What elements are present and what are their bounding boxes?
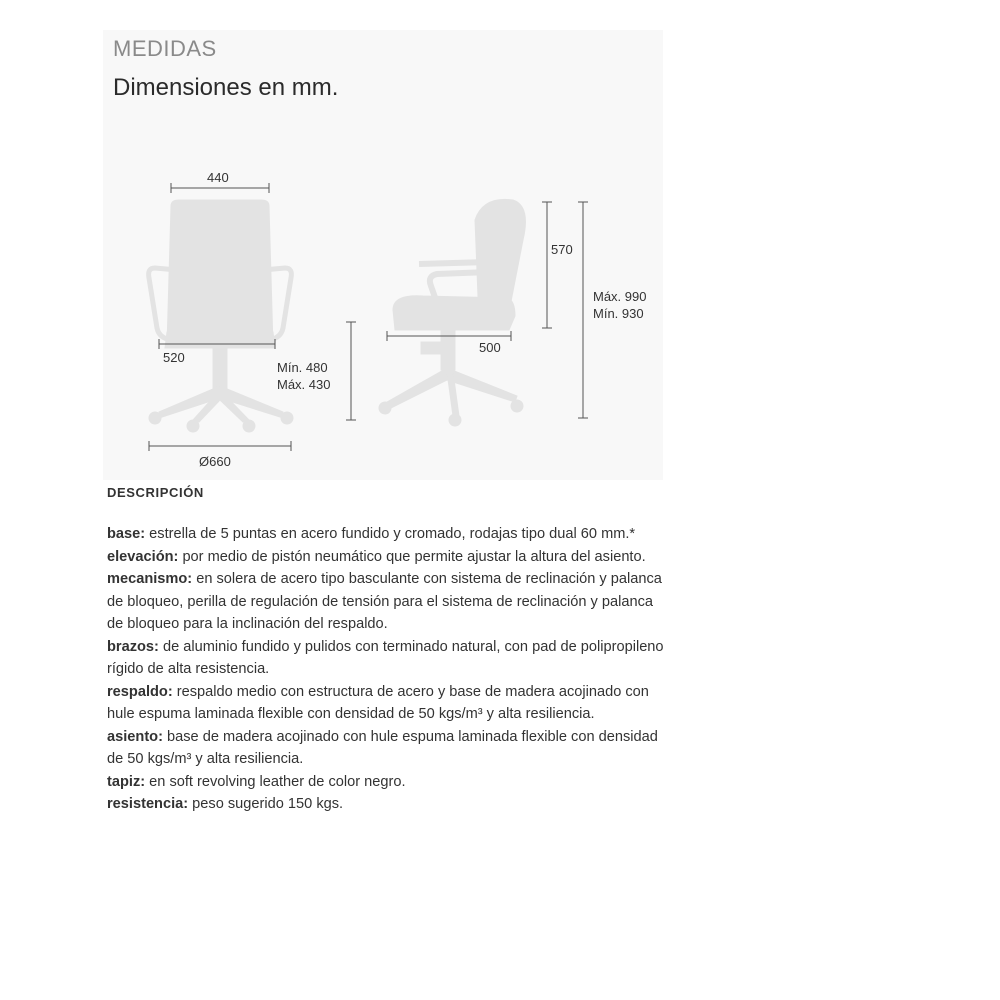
dim-seat-width: 520 xyxy=(163,350,185,365)
description-term: respaldo: xyxy=(107,683,173,700)
front-backrest xyxy=(167,200,273,346)
description-title: DESCRIPCIÓN xyxy=(107,485,204,500)
description-text: estrella de 5 puntas en acero fundido y cromado, rodajas tipo dual 60 mm.* xyxy=(145,526,636,542)
side-view-chair xyxy=(379,199,525,426)
chair-dimension-drawing xyxy=(103,150,663,480)
dim-seat-height-min: Mín. 480 xyxy=(277,360,328,375)
description-item-respaldo xyxy=(107,681,667,726)
description-item-elevacion xyxy=(107,546,667,569)
front-view-chair xyxy=(149,200,293,432)
dim-seat-height-max: Máx. 430 xyxy=(277,377,331,392)
description-item-brazos xyxy=(107,636,667,681)
description-text: en solera de acero tipo basculante con sistema de reclinación y palanca de bloqueo, perilla de regulación de tensión para el sistema de reclinación y palanca de bloqueo para la inclinación del respaldo. xyxy=(107,571,662,632)
description-item-mecanismo xyxy=(107,568,667,636)
description-text: respaldo medio con estructura de acero y base de madera acojinado con hule espuma laminada flexible con densidad de 50 kgs/m³ y alta resiliencia. xyxy=(107,683,649,722)
description-item-asiento xyxy=(107,726,667,771)
description-term: tapiz: xyxy=(107,773,146,790)
description-term: base: xyxy=(107,526,146,542)
description-text: de aluminio fundido y pulidos con terminado natural, con pad de polipropileno rígido de alta resistencia. xyxy=(107,638,664,677)
dim-seat-depth: 500 xyxy=(479,340,501,355)
description-text: base de madera acojinado con hule espuma laminada flexible con densidad de 50 kgs/m³ y alta resiliencia. xyxy=(107,728,658,767)
description-term: elevación: xyxy=(107,548,179,565)
description-term: brazos: xyxy=(107,638,159,655)
section-subtitle: Dimensiones en mm. xyxy=(113,74,339,101)
section-title: MEDIDAS xyxy=(113,36,217,61)
description-text: peso sugerido 150 kgs. xyxy=(188,796,344,812)
description-term: asiento: xyxy=(107,728,163,745)
dim-base-diameter: Ø660 xyxy=(199,454,231,469)
description-list xyxy=(107,523,667,816)
dim-total-height-max: Máx. 990 xyxy=(593,289,647,304)
description-item-resistencia xyxy=(107,793,667,816)
front-seat xyxy=(165,332,275,348)
description-term: resistencia: xyxy=(107,796,189,812)
front-gas-column xyxy=(213,348,227,388)
description-text: en soft revolving leather de color negro. xyxy=(145,773,406,790)
description-item-tapiz xyxy=(107,771,667,794)
dim-total-height-min: Mín. 930 xyxy=(593,306,644,321)
description-text: por medio de pistón neumático que permite ajustar la altura del asiento. xyxy=(178,548,646,565)
dim-front-width: 440 xyxy=(207,170,229,185)
dim-back-height: 570 xyxy=(551,242,573,257)
side-seat xyxy=(393,296,515,330)
description-term: mecanismo: xyxy=(107,571,193,587)
description-item-base xyxy=(107,523,667,546)
